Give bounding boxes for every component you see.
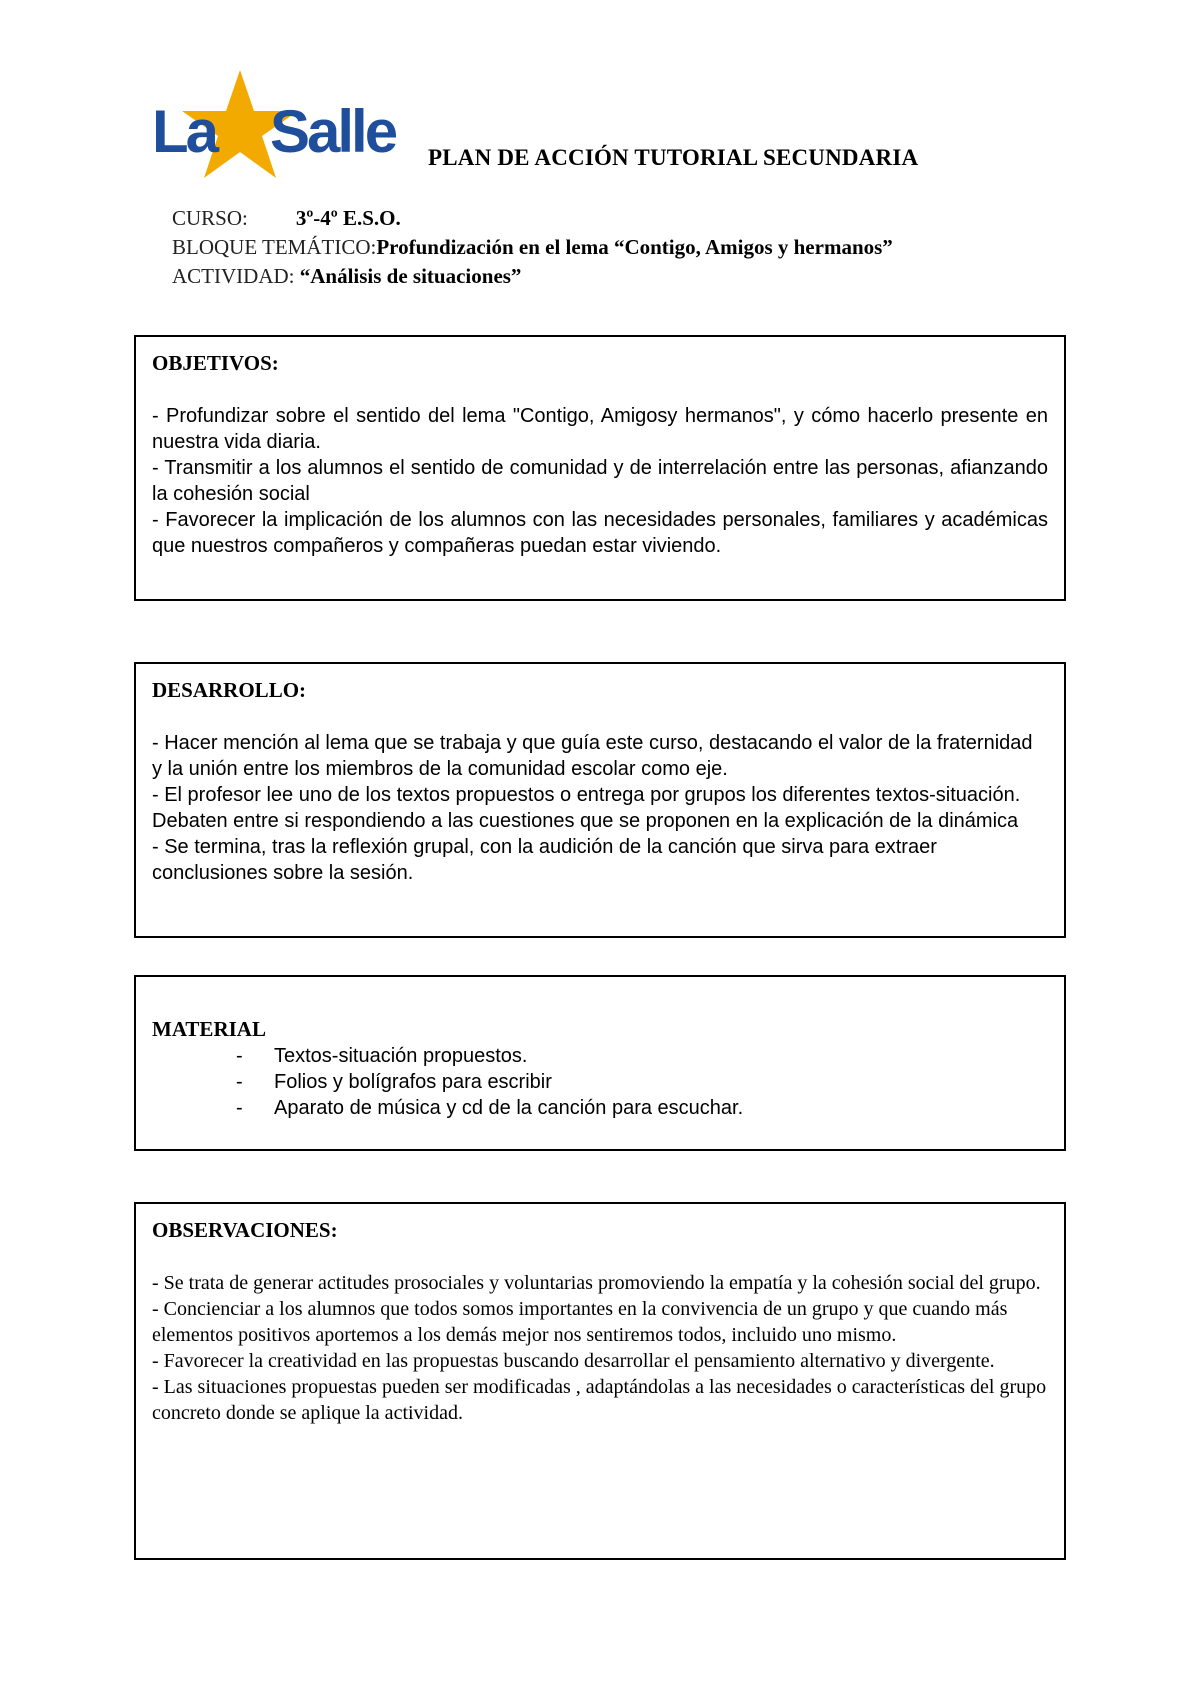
- observaciones-item: - Favorecer la creatividad en las propuestas buscando desarrollar el pensamiento alternativo y divergente.: [152, 1350, 995, 1372]
- actividad-row: [172, 262, 893, 291]
- curso-row: [172, 204, 893, 233]
- bloque-row: [172, 233, 893, 262]
- material-item: - Folios y bolígrafos para escribir: [236, 1069, 1048, 1095]
- observaciones-box: [134, 1202, 1066, 1560]
- desarrollo-title: DESARROLLO:: [152, 678, 307, 702]
- material-item: - Aparato de música y cd de la canción para escuchar.: [236, 1095, 1048, 1121]
- bloque-value: Profundización en el lema “Contigo, Amigos y hermanos”: [376, 235, 893, 259]
- objetivos-title: OBJETIVOS:: [152, 351, 279, 375]
- logo-text-salle: Salle: [270, 98, 396, 165]
- material-box: [134, 975, 1066, 1151]
- desarrollo-item: - Hacer mención al lema que se trabaja y que guía este curso, destacando el valor de la fraternidad y la unión entre los miembros de la comunidad escolar como eje.: [152, 732, 1033, 780]
- curso-label: CURSO:: [172, 206, 248, 230]
- material-title: MATERIAL: [152, 1017, 266, 1041]
- desarrollo-item: - Se termina, tras la reflexión grupal, con la audición de la canción que sirva para extraer conclusiones sobre la sesión.: [152, 836, 937, 884]
- actividad-value: “Análisis de situaciones”: [299, 264, 522, 288]
- observaciones-item: - Las situaciones propuestas pueden ser modificadas , adaptándolas a las necesidades o características del grupo concreto donde se aplique la actividad.: [152, 1376, 1047, 1424]
- objetivos-box: [134, 335, 1066, 601]
- observaciones-title: OBSERVACIONES:: [152, 1218, 338, 1242]
- desarrollo-box: [134, 662, 1066, 938]
- observaciones-item: - Concienciar a los alumnos que todos somos importantes en la convivencia de un grupo y que cuando más elementos positivos aportemos a los demás mejor nos sentiremos todos, incluido uno mismo.: [152, 1298, 1008, 1346]
- curso-value: 3º-4º E.S.O.: [295, 206, 401, 230]
- material-list: [152, 1043, 1048, 1121]
- desarrollo-item: - El profesor lee uno de los textos propuestos o entrega por grupos los diferentes textos-situación. Debaten entre si respondiendo a las cuestiones que se proponen en la explicación de la dinámica: [152, 784, 1021, 832]
- la-salle-logo: [150, 68, 420, 186]
- actividad-label: ACTIVIDAD:: [172, 264, 300, 288]
- logo-text-la: La: [152, 98, 217, 165]
- objetivos-item: - Transmitir a los alumnos el sentido de comunidad y de interrelación entre las personas, afianzando la cohesión social: [152, 457, 1048, 505]
- material-item: - Textos-situación propuestos.: [236, 1043, 1048, 1069]
- bloque-label: BLOQUE TEMÁTICO:: [172, 235, 377, 259]
- objetivos-item: - Profundizar sobre el sentido del lema "Contigo, Amigosy hermanos", y cómo hacerlo presente en nuestra vida diaria.: [152, 405, 1048, 453]
- activity-meta: [172, 204, 893, 291]
- document-title: PLAN DE ACCIÓN TUTORIAL SECUNDARIA: [428, 145, 919, 170]
- objetivos-item: - Favorecer la implicación de los alumnos con las necesidades personales, familiares y académicas que nuestros compañeros y compañeras puedan estar viviendo.: [152, 509, 1048, 557]
- observaciones-item: - Se trata de generar actitudes prosociales y voluntarias promoviendo la empatía y la cohesión social del grupo.: [152, 1272, 1041, 1294]
